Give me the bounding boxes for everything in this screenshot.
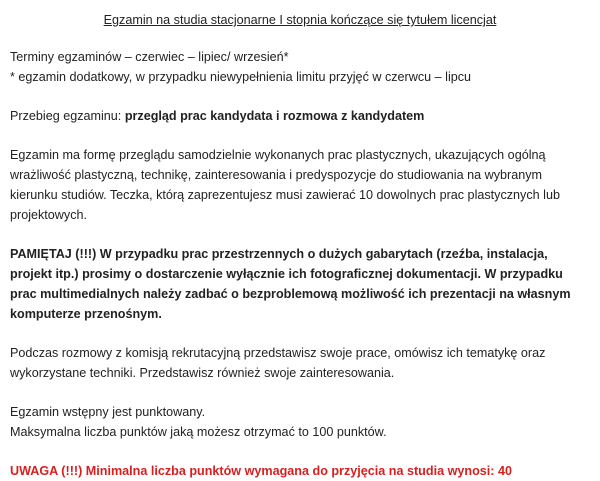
interview-description: Podczas rozmowy z komisją rekrutacyjną przedstawisz swoje prace, omówisz ich tematykę oraz wykorzystane techniki. Przedstawisz również swoje zainteresowania. bbox=[10, 346, 546, 380]
exam-terms bbox=[10, 47, 590, 87]
exam-description: Egzamin ma formę przeglądu samodzielnie wykonanych prac plastycznych, ukazujących ogólną wrażliwość plastyczną, technikę, zainteresowania i predyspozycje do studiowania na wybranym kierunku studiów. Teczka, którą zaprezentujesz musi zawierać 10 dowolnych prac plastycznych lub projektowych. bbox=[10, 148, 560, 222]
exam-course bbox=[10, 106, 590, 126]
warning-note: UWAGA (!!!) Minimalna liczba punktów wymagana do przyjęcia na studia wynosi: 40 bbox=[10, 464, 512, 478]
scoring-line: Egzamin wstępny jest punktowany. bbox=[10, 405, 206, 419]
exam-terms-line: Terminy egzaminów – czerwiec – lipiec/ wrzesień* bbox=[10, 50, 289, 64]
max-points-line: Maksymalna liczba punktów jaką możesz otrzymać to 100 punktów. bbox=[10, 425, 387, 439]
exam-course-value: przegląd prac kandydata i rozmowa z kandydatem bbox=[124, 109, 425, 123]
exam-course-label: Przebieg egzaminu: bbox=[10, 109, 125, 123]
scoring-info bbox=[10, 402, 590, 442]
document-title: Egzamin na studia stacjonarne I stopnia kończące się tytułem licencjat bbox=[103, 13, 497, 27]
exam-terms-footnote: * egzamin dodatkowy, w przypadku niewypełnienia limitu przyjęć w czerwcu – lipcu bbox=[10, 70, 472, 84]
remember-note: PAMIĘTAJ (!!!) W przypadku prac przestrzennych o dużych gabarytach (rzeźba, instalacja, projekt itp.) prosimy o dostarczenie wyłącznie ich fotograficznej dokumentacji. W przypadku prac multimedialnych należy zadbać o bezproblemową możliwość ich prezentacji na własnym komputerze przenośnym. bbox=[10, 247, 571, 321]
